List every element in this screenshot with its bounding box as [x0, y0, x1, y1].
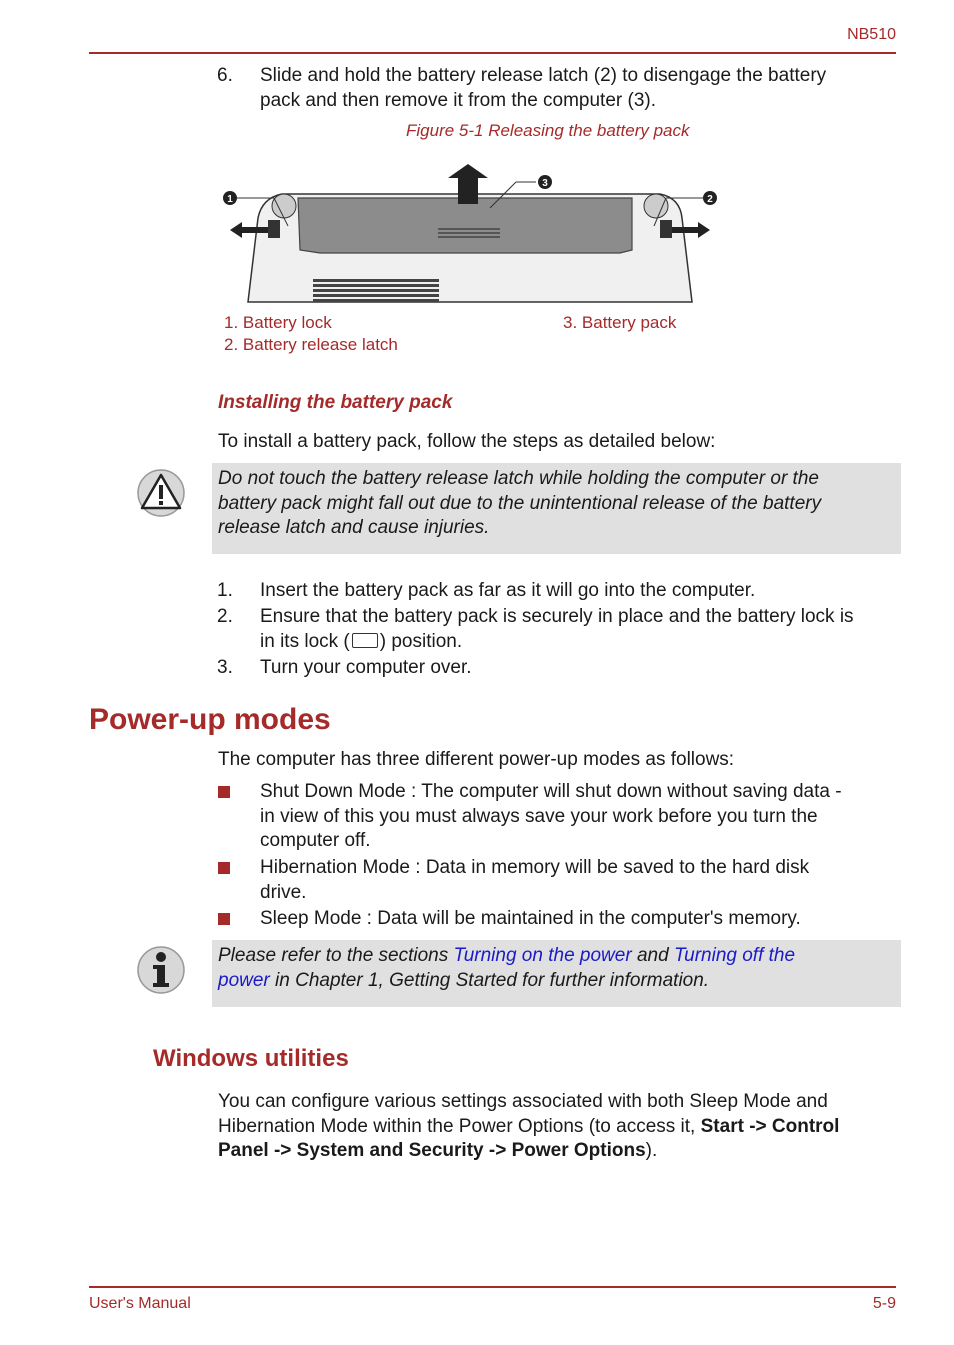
windows-utilities-text [218, 1090, 898, 1164]
figure-caption: Figure 5-1 Releasing the battery pack [406, 121, 690, 140]
windows-line3-end: ). [645, 1140, 658, 1161]
step-6-line2: pack and then remove it from the computer (3). [260, 89, 657, 111]
info-mid: and [631, 945, 674, 966]
step-2-number: 2. [217, 606, 233, 627]
warning-line2: battery pack might fall out due to the unintentional release of the battery [218, 492, 822, 514]
warning-line3: release latch and cause injuries. [218, 517, 490, 538]
warning-line1: Do not touch the battery release latch while holding the computer or the [218, 468, 819, 489]
battery-figure [220, 158, 720, 304]
footer-manual-title: User's Manual [89, 1295, 191, 1312]
header-model: NB510 [847, 26, 896, 43]
windows-line1: You can configure various settings associated with both Sleep Mode and [218, 1091, 828, 1112]
info-icon [136, 945, 186, 995]
install-intro: To install a battery pack, follow the steps as detailed below: [218, 431, 716, 452]
step-1-text: Insert the battery pack as far as it will go into the computer. [260, 580, 756, 601]
link-turning-on-power[interactable]: Turning on the power [453, 945, 632, 966]
info-note [212, 940, 901, 1007]
step-2-line2b: ) position. [379, 630, 463, 652]
info-pre: Please refer to the sections [218, 945, 454, 966]
legend-battery-lock: 1. Battery lock [224, 313, 332, 332]
bullet-marker-shutdown [218, 786, 230, 798]
info-post: in Chapter 1, Getting Started for further information. [269, 969, 710, 991]
windows-line3 [218, 1139, 898, 1164]
power-intro: The computer has three different power-up modes as follows: [218, 749, 735, 770]
info-line1 [218, 944, 895, 969]
step-6-text [260, 64, 900, 113]
warning-icon [136, 468, 186, 518]
bullet-shutdown-line2: in view of this you must always save your work before you turn the [260, 805, 818, 827]
warning-note [212, 463, 901, 554]
step-3-number: 3. [217, 657, 233, 678]
step-2-line1: Ensure that the battery pack is securely in place and the battery lock is [260, 606, 854, 627]
bullet-shutdown-line3: computer off. [260, 830, 371, 851]
step-6-number: 6. [217, 65, 233, 86]
step-2-line2 [260, 630, 900, 655]
legend-battery-release-latch: 2. Battery release latch [224, 335, 398, 354]
link-turning-off-power-cont[interactable]: power [218, 969, 270, 991]
legend-battery-pack: 3. Battery pack [563, 313, 677, 332]
install-heading: Installing the battery pack [218, 392, 453, 413]
header-rule [89, 52, 896, 54]
windows-path-start: Start -> Control [700, 1115, 840, 1137]
windows-line2 [218, 1115, 898, 1140]
battery-release-illustration [220, 158, 720, 304]
bullet-marker-hibernation [218, 862, 230, 874]
footer-page-number: 5-9 [872, 1295, 896, 1312]
info-line2 [218, 969, 895, 994]
battery-lock-icon [352, 633, 378, 648]
step-2-line2a: in its lock ( [260, 630, 350, 652]
power-up-heading: Power-up modes [89, 703, 331, 736]
step-2-text [260, 605, 900, 654]
step-3-text: Turn your computer over. [260, 657, 472, 678]
footer-rule [89, 1286, 896, 1288]
step-6-line1: Slide and hold the battery release latch (2) to disengage the battery [260, 65, 827, 86]
windows-path-rest: Panel -> System and Security -> Power Options [218, 1140, 646, 1161]
bullet-sleep: Sleep Mode : Data will be maintained in the computer's memory. [260, 908, 801, 929]
bullet-hibernation-line2: drive. [260, 881, 307, 903]
figure-marker-2: 2 [707, 194, 713, 205]
windows-utilities-heading: Windows utilities [153, 1045, 349, 1072]
bullet-marker-sleep [218, 913, 230, 925]
step-1-number: 1. [217, 580, 233, 601]
windows-line2a: Hibernation Mode within the Power Options (to access it, [218, 1115, 701, 1137]
figure-marker-3: 3 [542, 178, 548, 189]
bullet-hibernation [260, 856, 900, 905]
bullet-shutdown-line1: Shut Down Mode : The computer will shut down without saving data - [260, 781, 842, 802]
figure-marker-1: 1 [227, 194, 233, 205]
bullet-hibernation-line1: Hibernation Mode : Data in memory will be saved to the hard disk [260, 857, 810, 878]
link-turning-off-power[interactable]: Turning off the [673, 945, 796, 966]
bullet-shutdown [260, 780, 900, 854]
